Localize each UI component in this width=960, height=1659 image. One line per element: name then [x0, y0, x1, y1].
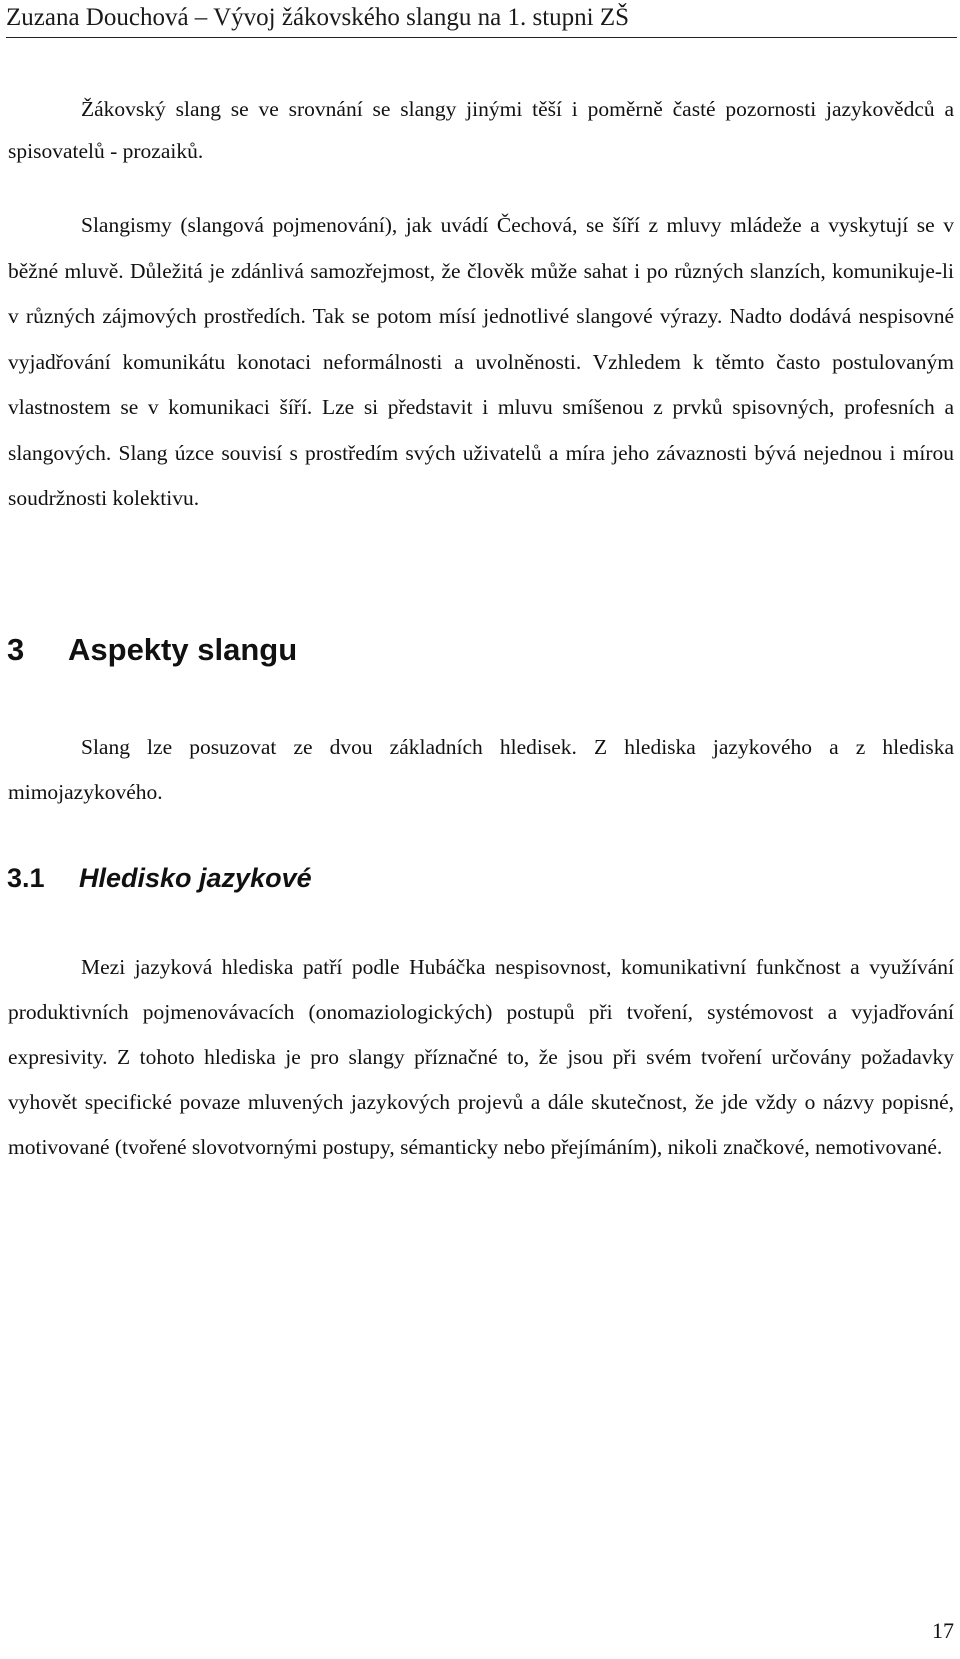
paragraph-slangisms — [8, 203, 954, 522]
subsection-title: Hledisko jazykové — [79, 863, 312, 893]
subsection-heading — [7, 860, 312, 896]
page-number: 17 — [932, 1618, 954, 1643]
section-heading — [7, 630, 297, 670]
paragraph-aspects — [8, 725, 954, 815]
section-number: 3 — [7, 632, 25, 667]
running-header: Zuzana Douchová – Vývoj žákovského slangu na 1. stupni ZŠ — [6, 4, 630, 31]
paragraph-text: Mezi jazyková hlediska patří podle Hubáčka nespisovnost, komunikativní funkčnost a využívání produktivních pojmenovávacích (onomaziologických) postupů při tvoření, systémovost a vyjadřování expresivity. Z tohoto hlediska je pro slangy příznačné to, že jsou při svém tvoření určovány požadavky vyhovět specifické povaze mluvených jazykových projevů a dále skutečnost, že jde vždy o názvy popisné, motivované (tvořené slovotvornými postupy, sémanticky nebo přejímáním), nikoli značkové, nemotivované. — [8, 955, 954, 1159]
paragraph-text: Slangismy (slangová pojmenování), jak uvádí Čechová, se šíří z mluvy mládeže a vyskytují se v běžné mluvě. Důležitá je zdánlivá samozřejmost, že člověk může sahat i po různých slanzích, komunikuje-li v různých zájmových prostředích. Tak se potom mísí jednotlivé slangové výrazy. Nadto dodává nespisovné vyjadřování komunikátu konotaci neformálnosti a uvolněnosti. Vzhledem k těmto často postulovaným vlastnostem se v komunikaci šíří. Lze si představit i mluvu smíšenou z prvků spisovných, profesních a slangových. Slang úzce souvisí s prostředím svých uživatelů a míra jeho závaznosti bývá nejednou i mírou soudržnosti kolektivu. — [8, 213, 954, 510]
paragraph-linguistic-aspect — [8, 945, 954, 1170]
paragraph-text: Slang lze posuzovat ze dvou základních hledisek. Z hlediska jazykového a z hlediska mimojazykového. — [8, 735, 954, 804]
paragraph-slang-attention — [8, 88, 954, 172]
paragraph-text: Žákovský slang se ve srovnání se slangy jinými těší i poměrně časté pozornosti jazykovědců a spisovatelů - prozaiků. — [8, 97, 954, 163]
section-title: Aspekty slangu — [68, 632, 298, 667]
header-divider — [6, 37, 957, 38]
subsection-number: 3.1 — [7, 863, 45, 893]
